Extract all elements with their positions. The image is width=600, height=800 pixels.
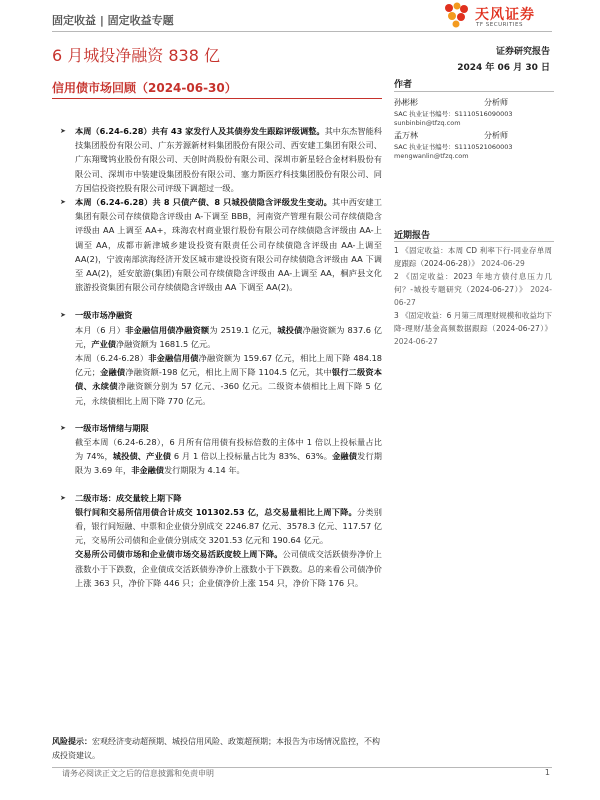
author-email[interactable]: sunbinbin@tfzq.com bbox=[394, 119, 461, 127]
text-run: 交易所公司债市场和企业债市场交易活跃度较上周下降。 bbox=[75, 549, 283, 560]
author-reg: SAC 执业证书编号：S1110516090003 bbox=[394, 110, 513, 118]
primary-net-financing-month bbox=[60, 323, 382, 351]
page-title: 6 月城投净融资 838 亿 bbox=[52, 46, 220, 65]
text-run: 分类别看，银行间短融、中票和企业债分别成交 2246.87 亿元、3578.3 亿元、117.57 亿元，交易所公司债和企业债分别成交 3201.53 亿元和 190.64 亿元。 bbox=[75, 506, 382, 546]
section-title: 一级市场净融资 bbox=[75, 310, 133, 321]
logo-subtext: TF SECURITIES bbox=[476, 22, 523, 28]
text-run: 净融资额-198 亿元，相比上周下降 1104.5 亿元，其中 bbox=[125, 367, 332, 378]
page-number: 1 bbox=[544, 768, 550, 777]
report-category: 固定收益 | 固定收益专题 bbox=[52, 14, 174, 27]
logo-text: 天风证券 bbox=[475, 7, 535, 23]
implied-rating-paragraph bbox=[60, 195, 382, 294]
recent-reports-list bbox=[394, 244, 552, 348]
subtitle-divider bbox=[52, 98, 382, 99]
recent-reports-heading: 近期报告 bbox=[394, 231, 431, 241]
recent-report-title[interactable]: 1 《固定收益：本周 CD 利率下行-同业存单周度跟踪（2024-06-28）》 bbox=[394, 246, 552, 268]
authors-divider bbox=[394, 91, 554, 92]
text-run: 发行期限为 3.69 年， bbox=[75, 451, 382, 476]
authors-heading: 作者 bbox=[394, 80, 413, 90]
text-run: 银行间和交易所信用债合计成交 101302.53 亿，总交易量相比上周下降。 bbox=[75, 506, 357, 517]
text-run: 金融债 bbox=[99, 367, 126, 378]
risk-text: 宏观经济变动超预期、城投信用风险、政策超预期；本报告为市场情况监控，不构成投资建议。 bbox=[52, 737, 380, 760]
text-run: 截至本周（6.24-6.28），6 月所有信用债有投标倍数的主体中 1 倍以上投标量占比为 74%， bbox=[75, 437, 382, 462]
header-divider bbox=[52, 31, 552, 32]
secondary-activity-paragraph bbox=[60, 547, 382, 590]
text-run: 发行期限为 4.14 年。 bbox=[163, 465, 245, 476]
tf-logo-icon bbox=[443, 2, 471, 28]
section-heading bbox=[60, 491, 382, 505]
author-email[interactable]: mengwanlin@tfzq.com bbox=[394, 152, 469, 160]
text-run: 非金融债 bbox=[131, 465, 164, 476]
recent-report-date: 2024-06-29 bbox=[481, 259, 525, 268]
bullet-arrow-icon: ➤ bbox=[60, 493, 66, 502]
section-title: 二级市场：成交量较上期下降 bbox=[75, 492, 182, 503]
main-content bbox=[60, 124, 382, 590]
recent-divider bbox=[394, 241, 554, 242]
author-name: 孙彬彬 bbox=[394, 98, 418, 107]
text-run: 非金融信用债 bbox=[148, 353, 199, 364]
section-heading bbox=[60, 421, 382, 435]
secondary-volume-paragraph bbox=[60, 505, 382, 548]
text-run: 本周（6.24-6.28） bbox=[75, 353, 149, 364]
report-type: 证券研究报告 bbox=[495, 47, 550, 57]
section-heading bbox=[60, 308, 382, 322]
bullet-arrow-icon: ➤ bbox=[60, 423, 66, 432]
text-run: 为 2519.1 亿元， bbox=[209, 324, 278, 335]
footer-disclaimer: 请务必阅读正文之后的信息披露和免责申明 bbox=[62, 769, 214, 778]
text-run: 其中东杰智能科技集团股份有限公司、广东芳源新材料集团股份有限公司、西安建工集团有限公司、广东翔鹭钨业股份有限公司、天创时尚股份有限公司、深圳市新星轻合金材料股份有限公司、深圳市中装建设集团股份有限公司、塞力斯医疗科技集团股份有限公司、同方国信投资控股有限公司评级下调超过一级。 bbox=[75, 126, 382, 193]
section-title: 一级市场情绪与期限 bbox=[75, 422, 149, 433]
recent-report-item[interactable] bbox=[394, 309, 552, 348]
text-run: 城投债、产业债 bbox=[112, 451, 172, 462]
bullet-arrow-icon: ➤ bbox=[60, 311, 66, 320]
author-role: 分析师 bbox=[484, 98, 508, 107]
recent-report-title[interactable]: 3 《固定收益：6 月第三周理财规模和收益均下降-理财/基金高频数据跟踪（2024-06-27）》 bbox=[394, 311, 552, 333]
risk-warning bbox=[52, 735, 382, 762]
report-date: 2024 年 06 月 30 日 bbox=[457, 63, 550, 73]
bullet-arrow-icon: ➤ bbox=[60, 127, 66, 135]
text-run: 净融资额为 837.6 亿元， bbox=[75, 324, 382, 349]
author-role: 分析师 bbox=[484, 131, 508, 140]
text-run: 公司债成交活跃债券净价上涨数小于下跌数，企业债成交活跃债券净价上涨数小于下跌数。总的来看公司债净价上涨 363 只，净价下降 446 只；企业债净价上涨 154 只，净价下降 176 只。 bbox=[75, 549, 382, 588]
primary-sentiment-paragraph bbox=[60, 435, 382, 478]
text-run: 6 月 1 倍以上投标量占比为 83%、63%。 bbox=[171, 451, 333, 462]
recent-report-date: 2024-06-27 bbox=[394, 285, 552, 307]
page-subtitle: 信用债市场回顾（2024-06-30） bbox=[52, 81, 237, 95]
text-run: 其中西安建工集团有限公司存续债隐含评级由 A-下调至 BBB，河南资产管理有限公司存续债隐含评级由 AA 上调至 AA+，珠海农村商业银行股份有限公司存续债隐含评级由 AA-上调至 AA，成都市新津城乡建设投资有限责任公司存续债隐含评级由 AA-上调至 AA(2)，宁波南部滨海经济开发区城市建设投资有限公司存续债隐含评级由 AA 下调至 AA(2)，延安旅游(集团)有限公司存续债隐含评级由 AA-上调至 AA，桐庐县文化旅游投资集团有限公司存续债隐含评级由 AA 下调至 AA(2)。 bbox=[75, 197, 382, 293]
text-run: 本周（6.24-6.28）共 8 只债产债、8 只城投债隐含评级发生变动。 bbox=[75, 197, 332, 208]
bullet-arrow-icon: ➤ bbox=[60, 198, 66, 207]
rating-adjustment-paragraph bbox=[60, 124, 382, 195]
author-name: 孟万林 bbox=[394, 131, 418, 140]
text-run: 净融资额分别为 57 亿元、-360 亿元。二级资本债相比上周下降 5 亿元，永续债相比上周下降 770 亿元。 bbox=[75, 381, 382, 406]
risk-label: 风险提示： bbox=[52, 737, 92, 746]
text-run: 非金融信用债净融资额 bbox=[125, 324, 210, 335]
text-run: 净融资额为 1681.5 亿元。 bbox=[115, 338, 216, 349]
author-reg: SAC 执业证书编号：S1110521060003 bbox=[394, 143, 513, 151]
recent-report-item[interactable] bbox=[394, 244, 552, 270]
primary-net-financing-week bbox=[60, 351, 382, 408]
text-run: 产业债 bbox=[91, 338, 116, 349]
recent-report-item[interactable] bbox=[394, 270, 552, 309]
text-run: 金融债 bbox=[332, 451, 358, 462]
text-run: 本月（6 月） bbox=[75, 324, 126, 335]
text-run: 城投债 bbox=[277, 324, 303, 335]
recent-report-title[interactable]: 2 《固定收益：2023 年地方债付息压力几何？-城投专题研究（2024-06-27）》 bbox=[394, 272, 552, 294]
recent-report-date: 2024-06-27 bbox=[394, 337, 438, 346]
text-run: 银行二级资本债、永续债 bbox=[75, 367, 382, 392]
text-run: 本周（6.24-6.28）共有 43 家发行人及其债券发生跟踪评级调整。 bbox=[75, 126, 325, 136]
text-run: 净融资额为 159.67 亿元，相比上周下降 484.18 亿元； bbox=[75, 353, 382, 378]
